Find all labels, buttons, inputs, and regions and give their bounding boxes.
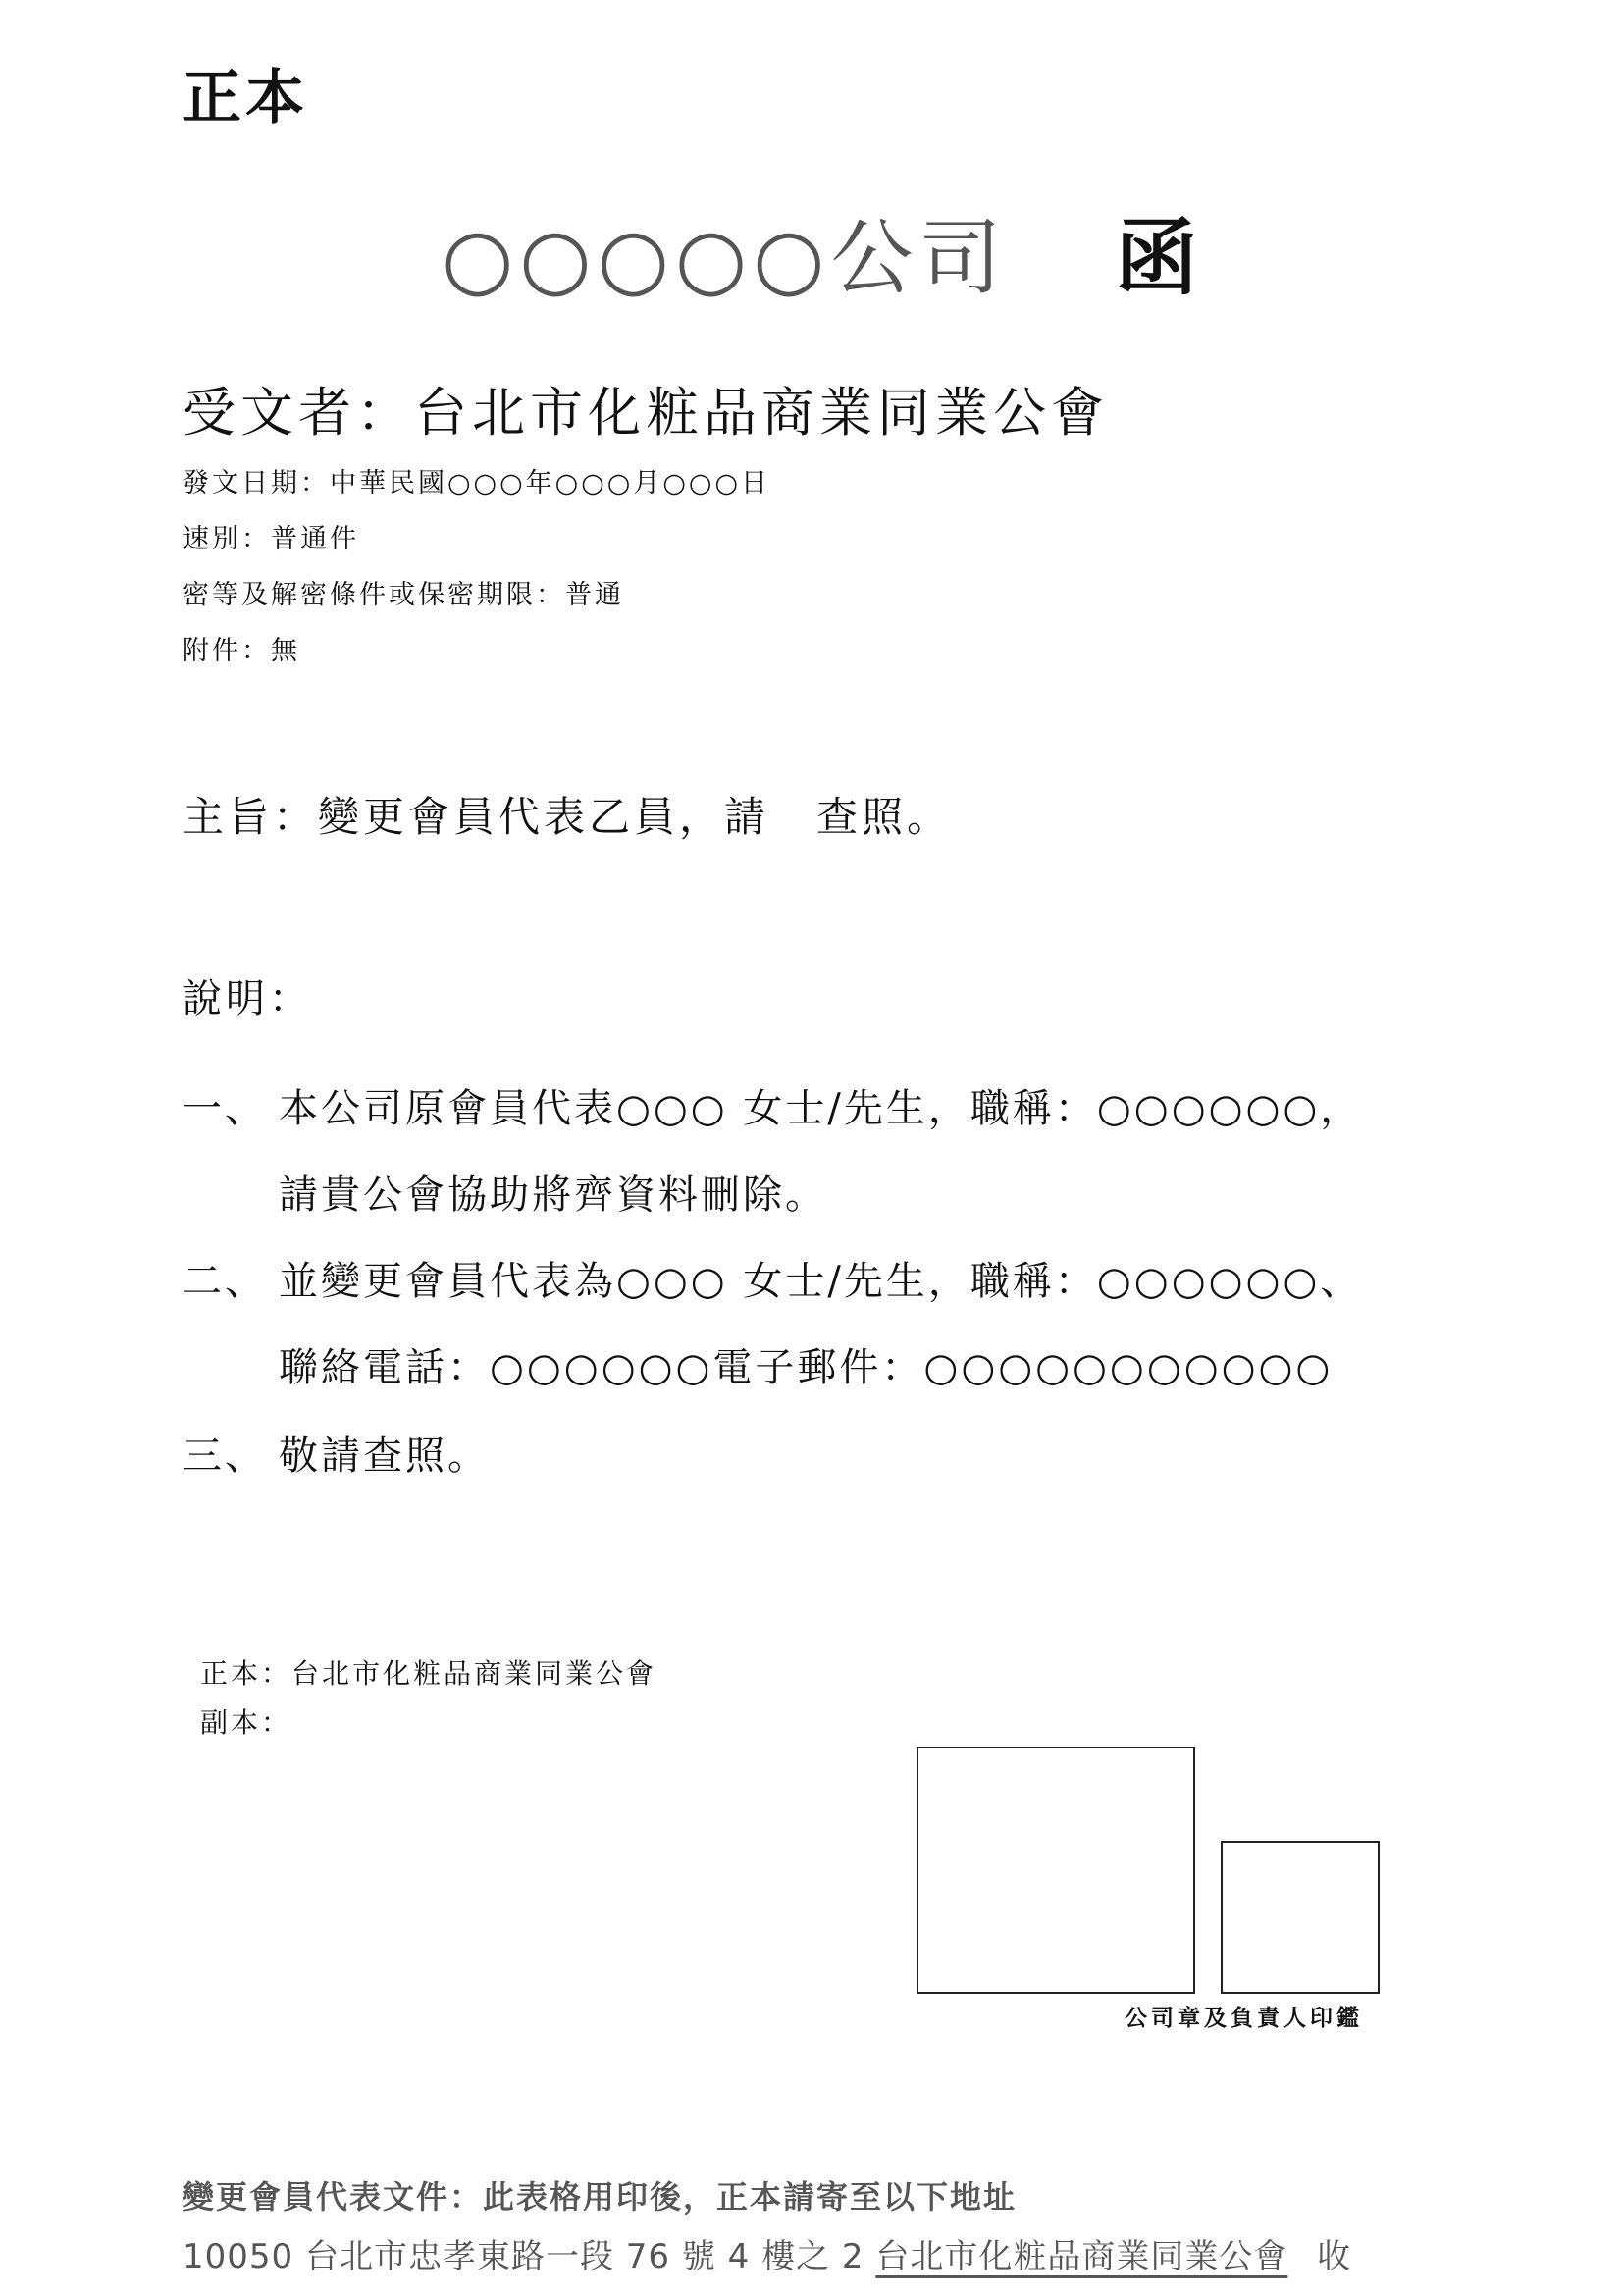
item-3-line-1: 敬請查照。: [279, 1434, 490, 1479]
item-1-line-2: 請貴公會協助將齊資料刪除。: [279, 1173, 827, 1218]
representative-seal-box: [1221, 1841, 1380, 1994]
description-heading: 說明：: [183, 976, 312, 1021]
delivery-speed: 速別：普通件: [183, 524, 359, 554]
company-seal-box: [917, 1747, 1195, 1994]
seal-caption: 公司章及負責人印鑑: [1125, 2005, 1363, 2031]
mailing-address: 10050 台北市忠孝東路一段 76 號 4 樓之 2: [183, 2237, 864, 2276]
item-number-3: 三、: [183, 1434, 267, 1479]
item-1-line-1: 本公司原會員代表○○○ 女士/先生，職稱：○○○○○○，: [279, 1086, 1363, 1131]
security-classification: 密等及解密條件或保密期限：普通: [183, 580, 624, 610]
copy-type-label: 正本: [183, 64, 308, 132]
sender-company-name: ○○○○○公司: [442, 210, 1008, 306]
recipient-line: 受文者：台北市化粧品商業同業公會: [183, 382, 1109, 444]
subject-tail: 查照。: [816, 793, 953, 841]
item-2-line-2: 聯絡電話：○○○○○○電子郵件：○○○○○○○○○○○: [279, 1345, 1334, 1390]
subject-line: [183, 785, 952, 844]
original-recipient: 正本：台北市化粧品商業同業公會: [200, 1657, 657, 1690]
mailing-suffix: 收: [1317, 2237, 1352, 2276]
mailing-address-line: [183, 2229, 1351, 2277]
document-kind: 函: [1115, 209, 1198, 306]
mailing-receiver: 台北市化粧品商業同業公會: [875, 2237, 1288, 2276]
mailing-instruction: 變更會員代表文件：此表格用印後，正本請寄至以下地址: [183, 2178, 1018, 2216]
item-number-1: 一、: [183, 1086, 267, 1131]
item-2-line-1: 並變更會員代表為○○○ 女士/先生，職稱：○○○○○○、: [279, 1259, 1363, 1304]
copy-recipient: 副本：: [200, 1706, 292, 1739]
item-number-2: 二、: [183, 1259, 267, 1304]
attachment-line: 附件：無: [183, 636, 300, 666]
issue-date: 發文日期：中華民國○○○年○○○月○○○日: [183, 468, 771, 498]
letter-title: [442, 192, 1198, 311]
subject-text: 主旨：變更會員代表乙員，請: [183, 793, 770, 841]
